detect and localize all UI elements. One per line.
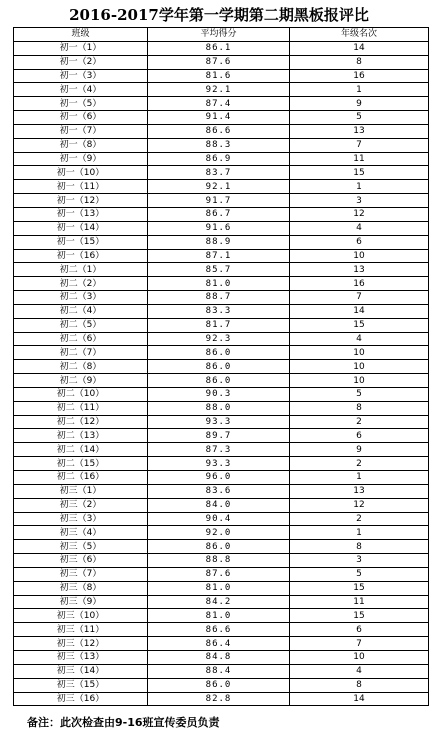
score-cell: 88.8 — [148, 554, 290, 568]
class-cell: 初一（12） — [14, 194, 148, 208]
score-cell: 81.6 — [148, 69, 290, 83]
class-cell: 初一（2） — [14, 55, 148, 69]
rank-cell: 5 — [290, 111, 429, 125]
table-row — [14, 235, 429, 249]
score-cell: 91.6 — [148, 221, 290, 235]
table-row — [14, 69, 429, 83]
class-cell: 初一（9） — [14, 152, 148, 166]
score-cell: 81.0 — [148, 277, 290, 291]
score-cell: 82.8 — [148, 692, 290, 706]
table-row — [14, 97, 429, 111]
score-cell: 93.3 — [148, 457, 290, 471]
rank-cell: 10 — [290, 374, 429, 388]
score-cell: 86.0 — [148, 540, 290, 554]
score-cell: 86.7 — [148, 207, 290, 221]
table-row — [14, 387, 429, 401]
score-cell: 86.0 — [148, 360, 290, 374]
score-cell: 86.6 — [148, 124, 290, 138]
class-cell: 初三（11） — [14, 623, 148, 637]
score-cell: 93.3 — [148, 415, 290, 429]
score-cell: 91.4 — [148, 111, 290, 125]
score-cell: 89.7 — [148, 429, 290, 443]
class-cell: 初一（15） — [14, 235, 148, 249]
score-cell: 91.7 — [148, 194, 290, 208]
rank-cell: 1 — [290, 471, 429, 485]
class-cell: 初二（5） — [14, 318, 148, 332]
class-cell: 初二（14） — [14, 443, 148, 457]
class-cell: 初二（13） — [14, 429, 148, 443]
class-cell: 初三（5） — [14, 540, 148, 554]
score-cell: 92.1 — [148, 180, 290, 194]
table-row — [14, 374, 429, 388]
class-cell: 初二（9） — [14, 374, 148, 388]
score-cell: 86.0 — [148, 678, 290, 692]
score-cell: 90.3 — [148, 387, 290, 401]
table-row — [14, 318, 429, 332]
rank-cell: 1 — [290, 180, 429, 194]
rank-cell: 9 — [290, 443, 429, 457]
class-cell: 初三（10） — [14, 609, 148, 623]
score-cell: 88.3 — [148, 138, 290, 152]
score-cell: 86.9 — [148, 152, 290, 166]
table-row — [14, 567, 429, 581]
class-cell: 初二（15） — [14, 457, 148, 471]
score-cell: 86.1 — [148, 41, 290, 55]
rank-cell: 5 — [290, 387, 429, 401]
table-row — [14, 304, 429, 318]
score-cell: 83.3 — [148, 304, 290, 318]
class-cell: 初三（7） — [14, 567, 148, 581]
rank-cell: 4 — [290, 664, 429, 678]
rank-cell: 14 — [290, 304, 429, 318]
table-row — [14, 55, 429, 69]
class-cell: 初三（9） — [14, 595, 148, 609]
rank-cell: 6 — [290, 429, 429, 443]
rank-cell: 10 — [290, 249, 429, 263]
rank-cell: 3 — [290, 194, 429, 208]
table-row — [14, 678, 429, 692]
rank-cell: 8 — [290, 540, 429, 554]
rank-cell: 15 — [290, 609, 429, 623]
class-cell: 初二（2） — [14, 277, 148, 291]
rank-cell: 4 — [290, 332, 429, 346]
score-cell: 86.0 — [148, 374, 290, 388]
class-cell: 初二（7） — [14, 346, 148, 360]
rank-cell: 13 — [290, 484, 429, 498]
table-row — [14, 291, 429, 305]
table-row — [14, 111, 429, 125]
table-row — [14, 138, 429, 152]
rank-cell: 16 — [290, 69, 429, 83]
rank-cell: 2 — [290, 512, 429, 526]
rank-cell: 6 — [290, 623, 429, 637]
table-row — [14, 415, 429, 429]
score-cell: 90.4 — [148, 512, 290, 526]
rank-cell: 2 — [290, 415, 429, 429]
table-row — [14, 124, 429, 138]
score-cell: 87.1 — [148, 249, 290, 263]
class-cell: 初三（6） — [14, 554, 148, 568]
table-row — [14, 207, 429, 221]
class-cell: 初二（12） — [14, 415, 148, 429]
score-cell: 84.0 — [148, 498, 290, 512]
class-cell: 初二（11） — [14, 401, 148, 415]
table-row — [14, 540, 429, 554]
rank-cell: 7 — [290, 637, 429, 651]
score-cell: 86.4 — [148, 637, 290, 651]
rank-cell: 8 — [290, 678, 429, 692]
table-row — [14, 512, 429, 526]
class-cell: 初一（13） — [14, 207, 148, 221]
score-cell: 92.0 — [148, 526, 290, 540]
score-cell: 87.6 — [148, 567, 290, 581]
rank-cell: 12 — [290, 498, 429, 512]
table-row — [14, 180, 429, 194]
score-cell: 96.0 — [148, 471, 290, 485]
rank-cell: 5 — [290, 567, 429, 581]
rank-cell: 11 — [290, 152, 429, 166]
table-row — [14, 650, 429, 664]
class-cell: 初一（1） — [14, 41, 148, 55]
table-row — [14, 581, 429, 595]
rank-cell: 15 — [290, 581, 429, 595]
table-row — [14, 166, 429, 180]
score-cell: 84.2 — [148, 595, 290, 609]
footnote: 备注：此次检查由9-16班宣传委员负责 — [27, 716, 220, 729]
rank-cell: 7 — [290, 291, 429, 305]
score-cell: 87.4 — [148, 97, 290, 111]
header-row — [14, 28, 429, 42]
class-cell: 初三（13） — [14, 650, 148, 664]
table-row — [14, 498, 429, 512]
table-row — [14, 609, 429, 623]
rank-cell: 1 — [290, 526, 429, 540]
score-cell: 92.3 — [148, 332, 290, 346]
table-row — [14, 664, 429, 678]
table-row — [14, 221, 429, 235]
class-cell: 初一（4） — [14, 83, 148, 97]
class-cell: 初三（15） — [14, 678, 148, 692]
score-cell: 87.6 — [148, 55, 290, 69]
class-cell: 初二（8） — [14, 360, 148, 374]
table-row — [14, 443, 429, 457]
table-row — [14, 83, 429, 97]
score-cell: 81.0 — [148, 581, 290, 595]
rank-cell: 10 — [290, 346, 429, 360]
table-row — [14, 346, 429, 360]
score-cell: 87.3 — [148, 443, 290, 457]
table-row — [14, 595, 429, 609]
header-class: 班级 — [14, 28, 148, 42]
table-row — [14, 637, 429, 651]
rank-cell: 11 — [290, 595, 429, 609]
class-cell: 初三（16） — [14, 692, 148, 706]
class-cell: 初二（3） — [14, 291, 148, 305]
rank-cell: 3 — [290, 554, 429, 568]
class-cell: 初三（14） — [14, 664, 148, 678]
class-cell: 初三（12） — [14, 637, 148, 651]
class-cell: 初一（6） — [14, 111, 148, 125]
table-row — [14, 332, 429, 346]
class-cell: 初二（4） — [14, 304, 148, 318]
table-row — [14, 152, 429, 166]
rank-cell: 8 — [290, 401, 429, 415]
rank-cell: 8 — [290, 55, 429, 69]
header-grade-rank: 年级名次 — [290, 28, 429, 42]
table-row — [14, 194, 429, 208]
score-cell: 83.7 — [148, 166, 290, 180]
table-row — [14, 360, 429, 374]
rank-cell: 13 — [290, 124, 429, 138]
class-cell: 初三（3） — [14, 512, 148, 526]
class-cell: 初二（6） — [14, 332, 148, 346]
rank-cell: 15 — [290, 166, 429, 180]
class-cell: 初三（8） — [14, 581, 148, 595]
table-row — [14, 263, 429, 277]
score-cell: 83.6 — [148, 484, 290, 498]
rank-cell: 6 — [290, 235, 429, 249]
score-cell: 92.1 — [148, 83, 290, 97]
score-cell: 88.0 — [148, 401, 290, 415]
score-cell: 86.0 — [148, 346, 290, 360]
class-cell: 初一（14） — [14, 221, 148, 235]
rank-cell: 16 — [290, 277, 429, 291]
page-title: 2016-2017学年第一学期第二期黑板报评比 — [69, 6, 369, 24]
class-cell: 初一（11） — [14, 180, 148, 194]
score-cell: 88.4 — [148, 664, 290, 678]
rank-cell: 10 — [290, 360, 429, 374]
table-row — [14, 526, 429, 540]
rank-cell: 1 — [290, 83, 429, 97]
class-cell: 初一（8） — [14, 138, 148, 152]
rank-cell: 9 — [290, 97, 429, 111]
score-cell: 81.0 — [148, 609, 290, 623]
rank-cell: 14 — [290, 692, 429, 706]
table-row — [14, 249, 429, 263]
score-table — [13, 27, 429, 706]
table-row — [14, 277, 429, 291]
class-cell: 初一（16） — [14, 249, 148, 263]
score-cell: 84.8 — [148, 650, 290, 664]
class-cell: 初三（1） — [14, 484, 148, 498]
class-cell: 初三（4） — [14, 526, 148, 540]
class-cell: 初一（7） — [14, 124, 148, 138]
rank-cell: 4 — [290, 221, 429, 235]
rank-cell: 10 — [290, 650, 429, 664]
score-cell: 86.6 — [148, 623, 290, 637]
table-row — [14, 457, 429, 471]
table-row — [14, 623, 429, 637]
table-row — [14, 554, 429, 568]
rank-cell: 13 — [290, 263, 429, 277]
class-cell: 初二（16） — [14, 471, 148, 485]
rank-cell: 15 — [290, 318, 429, 332]
class-cell: 初二（1） — [14, 263, 148, 277]
class-cell: 初一（10） — [14, 166, 148, 180]
table-row — [14, 41, 429, 55]
rank-cell: 14 — [290, 41, 429, 55]
rank-cell: 12 — [290, 207, 429, 221]
table-row — [14, 429, 429, 443]
table-row — [14, 692, 429, 706]
score-cell: 88.7 — [148, 291, 290, 305]
table-row — [14, 401, 429, 415]
class-cell: 初三（2） — [14, 498, 148, 512]
rank-cell: 2 — [290, 457, 429, 471]
score-cell: 85.7 — [148, 263, 290, 277]
score-cell: 81.7 — [148, 318, 290, 332]
class-cell: 初一（3） — [14, 69, 148, 83]
class-cell: 初二（10） — [14, 387, 148, 401]
class-cell: 初一（5） — [14, 97, 148, 111]
score-cell: 88.9 — [148, 235, 290, 249]
table-row — [14, 471, 429, 485]
table-row — [14, 484, 429, 498]
rank-cell: 7 — [290, 138, 429, 152]
header-average-score: 平均得分 — [148, 28, 290, 42]
